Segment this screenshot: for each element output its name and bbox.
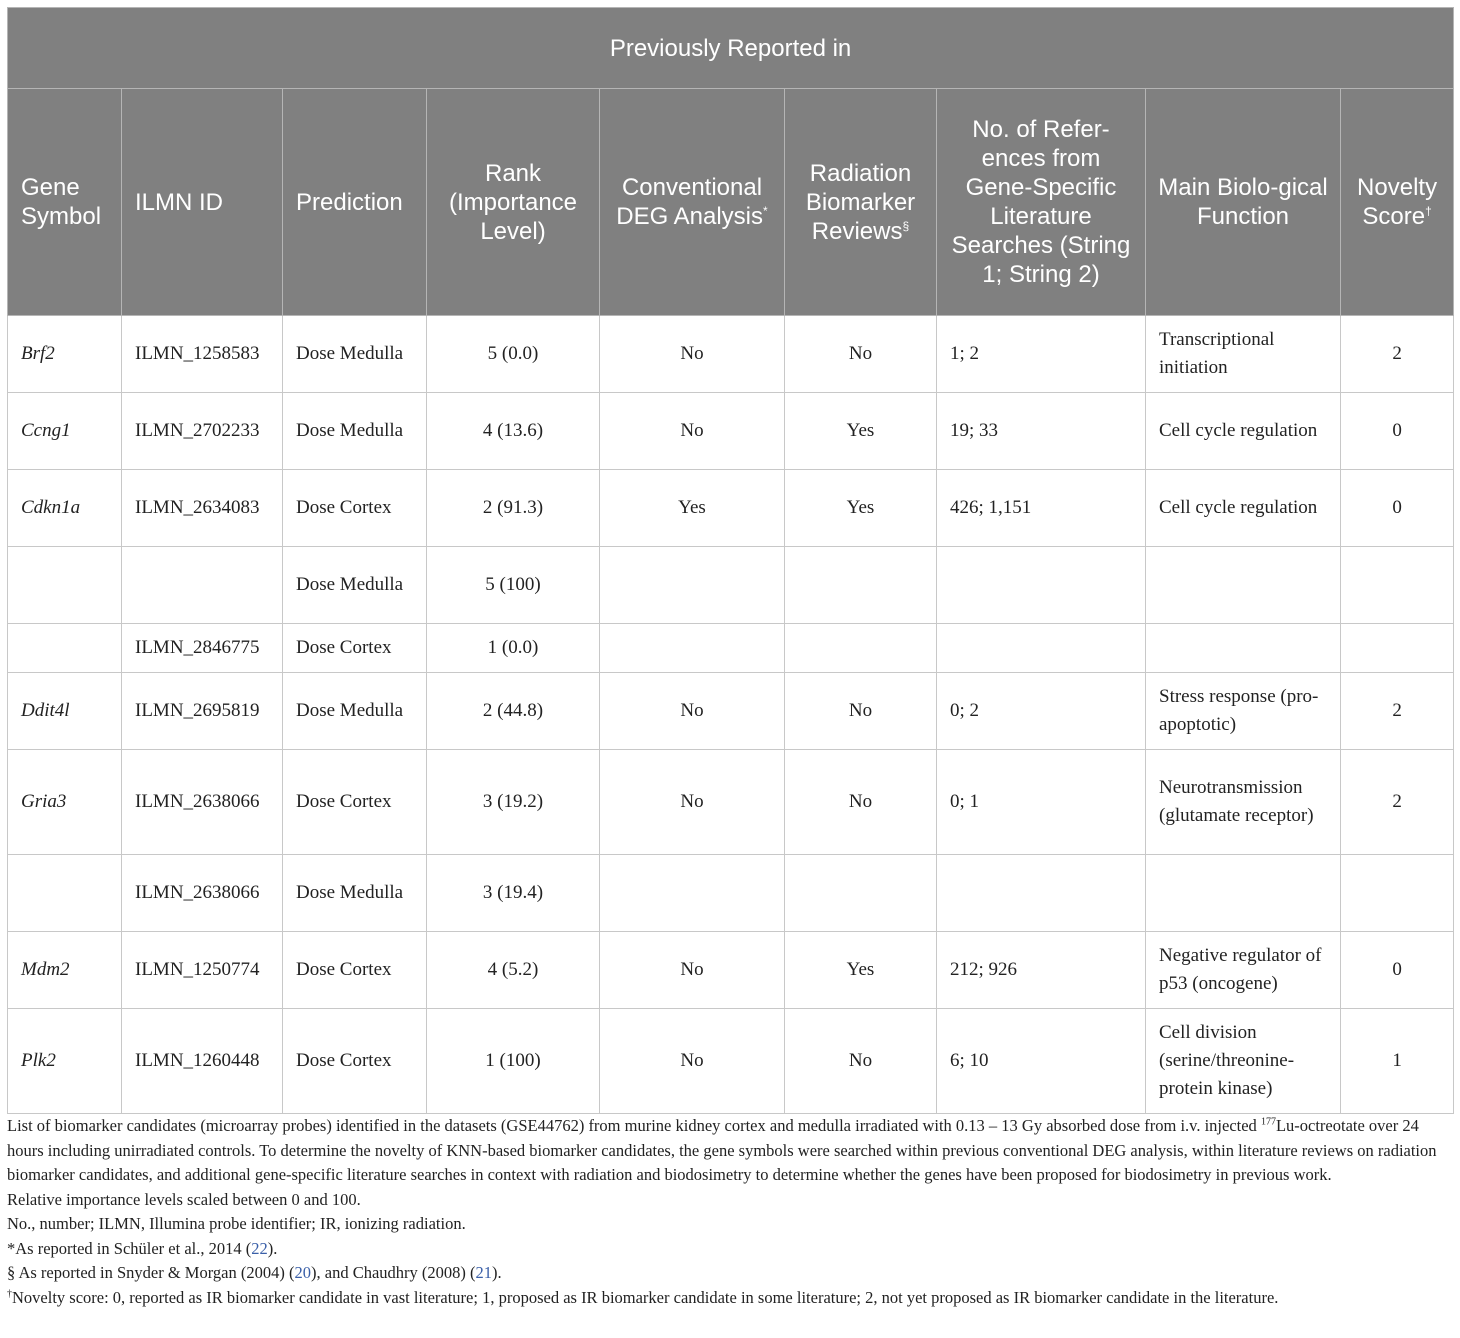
cell-novelty <box>1341 624 1454 673</box>
column-header-novelty-score: Novelty Score† <box>1341 89 1454 316</box>
cell-ilmn: ILMN_1260448 <box>122 1009 283 1114</box>
cell-refs: 212; 926 <box>937 932 1146 1009</box>
cell-reviews: No <box>785 1009 937 1114</box>
cell-function: Negative regulator of p53 (oncogene) <box>1146 932 1341 1009</box>
cell-function: Cell cycle regulation <box>1146 393 1341 470</box>
column-header-main-biological-function: Main Biolo-gical Function <box>1146 89 1341 316</box>
biomarker-table <box>7 7 1454 1114</box>
cell-gene: Plk2 <box>8 1009 122 1114</box>
cell-rank: 4 (13.6) <box>427 393 600 470</box>
cell-deg <box>600 855 785 932</box>
cell-refs <box>937 547 1146 624</box>
cell-gene: Brf2 <box>8 316 122 393</box>
cell-rank: 5 (100) <box>427 547 600 624</box>
cell-reviews <box>785 547 937 624</box>
cell-function <box>1146 547 1341 624</box>
cell-prediction: Dose Cortex <box>283 932 427 1009</box>
cell-rank: 1 (100) <box>427 1009 600 1114</box>
column-header-prediction: Prediction <box>283 89 427 316</box>
cell-gene <box>8 547 122 624</box>
column-header-conventional-deg-analysis: Conventional DEG Analysis* <box>600 89 785 316</box>
cell-deg: No <box>600 673 785 750</box>
cell-deg <box>600 547 785 624</box>
cell-function <box>1146 624 1341 673</box>
table-row <box>8 316 1454 393</box>
table-body <box>8 316 1454 1114</box>
column-header-rank: Rank (Importance Level) <box>427 89 600 316</box>
cell-function: Cell division (serine/threonine-protein kinase) <box>1146 1009 1341 1114</box>
cell-ilmn <box>122 547 283 624</box>
cell-refs: 1; 2 <box>937 316 1146 393</box>
cell-gene <box>8 855 122 932</box>
reference-link-20[interactable]: 20 <box>294 1263 311 1282</box>
table-figure <box>7 7 1453 1310</box>
cell-reviews: Yes <box>785 932 937 1009</box>
cell-rank: 3 (19.4) <box>427 855 600 932</box>
cell-prediction: Dose Cortex <box>283 470 427 547</box>
cell-deg: No <box>600 393 785 470</box>
column-header-ilmn-id: ILMN ID <box>122 89 283 316</box>
deg-footnote: *As reported in Schüler et al., 2014 (22). <box>7 1238 278 1258</box>
cell-gene: Gria3 <box>8 750 122 855</box>
cell-prediction: Dose Medulla <box>283 393 427 470</box>
table-row <box>8 1009 1454 1114</box>
cell-refs: 426; 1,151 <box>937 470 1146 547</box>
cell-novelty: 2 <box>1341 673 1454 750</box>
cell-gene <box>8 624 122 673</box>
cell-reviews: No <box>785 673 937 750</box>
reference-link-21[interactable]: 21 <box>475 1263 493 1282</box>
column-header-literature-references: No. of Refer-ences from Gene-Specific Literature Searches (String 1; String 2) <box>937 89 1146 316</box>
cell-prediction: Dose Medulla <box>283 673 427 750</box>
cell-novelty: 1 <box>1341 1009 1454 1114</box>
cell-ilmn: ILMN_2695819 <box>122 673 283 750</box>
group-header: Previously Reported in <box>8 8 1454 89</box>
cell-ilmn: ILMN_2634083 <box>122 470 283 547</box>
table-row <box>8 855 1454 932</box>
cell-rank: 3 (19.2) <box>427 750 600 855</box>
cell-novelty <box>1341 547 1454 624</box>
cell-deg: Yes <box>600 470 785 547</box>
cell-refs: 19; 33 <box>937 393 1146 470</box>
cell-function <box>1146 855 1341 932</box>
cell-novelty: 0 <box>1341 470 1454 547</box>
cell-rank: 5 (0.0) <box>427 316 600 393</box>
table-row <box>8 750 1454 855</box>
cell-reviews: Yes <box>785 470 937 547</box>
cell-prediction: Dose Cortex <box>283 750 427 855</box>
cell-prediction: Dose Medulla <box>283 855 427 932</box>
cell-reviews <box>785 855 937 932</box>
table-footnotes <box>7 1114 1453 1310</box>
cell-novelty <box>1341 855 1454 932</box>
cell-refs: 6; 10 <box>937 1009 1146 1114</box>
cell-refs: 0; 2 <box>937 673 1146 750</box>
cell-reviews: No <box>785 750 937 855</box>
cell-novelty: 0 <box>1341 932 1454 1009</box>
cell-prediction: Dose Medulla <box>283 316 427 393</box>
cell-function: Transcriptional initiation <box>1146 316 1341 393</box>
cell-refs: 0; 1 <box>937 750 1146 855</box>
cell-deg: No <box>600 932 785 1009</box>
table-row <box>8 470 1454 547</box>
reviews-footnote: § As reported in Snyder & Morgan (2004) (20), and Chaudhry (2008) (21). <box>7 1263 502 1282</box>
cell-prediction: Dose Cortex <box>283 624 427 673</box>
table-row <box>8 932 1454 1009</box>
importance-note: Relative importance levels scaled between 0 and 100. <box>7 1189 361 1209</box>
column-header-gene-symbol: Gene Symbol <box>8 89 122 316</box>
cell-novelty: 0 <box>1341 393 1454 470</box>
cell-rank: 1 (0.0) <box>427 624 600 673</box>
cell-novelty: 2 <box>1341 750 1454 855</box>
cell-ilmn: ILMN_2638066 <box>122 855 283 932</box>
cell-ilmn: ILMN_1258583 <box>122 316 283 393</box>
cell-gene: Cdkn1a <box>8 470 122 547</box>
cell-ilmn: ILMN_2846775 <box>122 624 283 673</box>
cell-refs <box>937 624 1146 673</box>
cell-function: Cell cycle regulation <box>1146 470 1341 547</box>
cell-gene: Ddit4l <box>8 673 122 750</box>
cell-rank: 2 (91.3) <box>427 470 600 547</box>
cell-deg <box>600 624 785 673</box>
table-row <box>8 673 1454 750</box>
column-header-radiation-biomarker-reviews: Radiation Biomarker Reviews§ <box>785 89 937 316</box>
cell-reviews: No <box>785 316 937 393</box>
cell-gene: Mdm2 <box>8 932 122 1009</box>
cell-deg: No <box>600 750 785 855</box>
table-header <box>8 8 1454 316</box>
cell-prediction: Dose Medulla <box>283 547 427 624</box>
cell-refs <box>937 855 1146 932</box>
reference-link-22[interactable]: 22 <box>251 1238 268 1258</box>
table-row <box>8 547 1454 624</box>
cell-rank: 4 (5.2) <box>427 932 600 1009</box>
table-row <box>8 393 1454 470</box>
cell-deg: No <box>600 1009 785 1114</box>
cell-function: Neurotransmission (glutamate receptor) <box>1146 750 1341 855</box>
cell-novelty: 2 <box>1341 316 1454 393</box>
cell-gene: Ccng1 <box>8 393 122 470</box>
cell-prediction: Dose Cortex <box>283 1009 427 1114</box>
cell-function: Stress response (pro-apoptotic) <box>1146 673 1341 750</box>
table-row <box>8 624 1454 673</box>
cell-reviews <box>785 624 937 673</box>
cell-deg: No <box>600 316 785 393</box>
novelty-footnote: †Novelty score: 0, reported as IR biomarker candidate in vast literature; 1, proposed as IR biomarker candidate in some literature; 2, not yet proposed as IR biomarker candidate in the literature. <box>7 1287 1279 1307</box>
table-caption: List of biomarker candidates (microarray probes) identified in the datasets (GSE44762) from murine kidney cortex and medulla irradiated with 0.13 – 13 Gy absorbed dose from i.v. injected $^{177}$Lu-octreotate over 24 hours including unirradiated controls. To determine the novelty of KNN-based biomarker candidates, the gene symbols were searched within previous conventional DEG analysis, within literature reviews on radiation biomarker candidates, and additional gene-specific literature searches in context with radiation and biodosimetry to determine whether the genes have been proposed for biodosimetry in previous work. <box>7 1116 1437 1184</box>
cell-ilmn: ILMN_2702233 <box>122 393 283 470</box>
cell-rank: 2 (44.8) <box>427 673 600 750</box>
cell-ilmn: ILMN_2638066 <box>122 750 283 855</box>
abbreviations-note: No., number; ILMN, Illumina probe identifier; IR, ionizing radiation. <box>7 1214 466 1233</box>
cell-reviews: Yes <box>785 393 937 470</box>
cell-ilmn: ILMN_1250774 <box>122 932 283 1009</box>
